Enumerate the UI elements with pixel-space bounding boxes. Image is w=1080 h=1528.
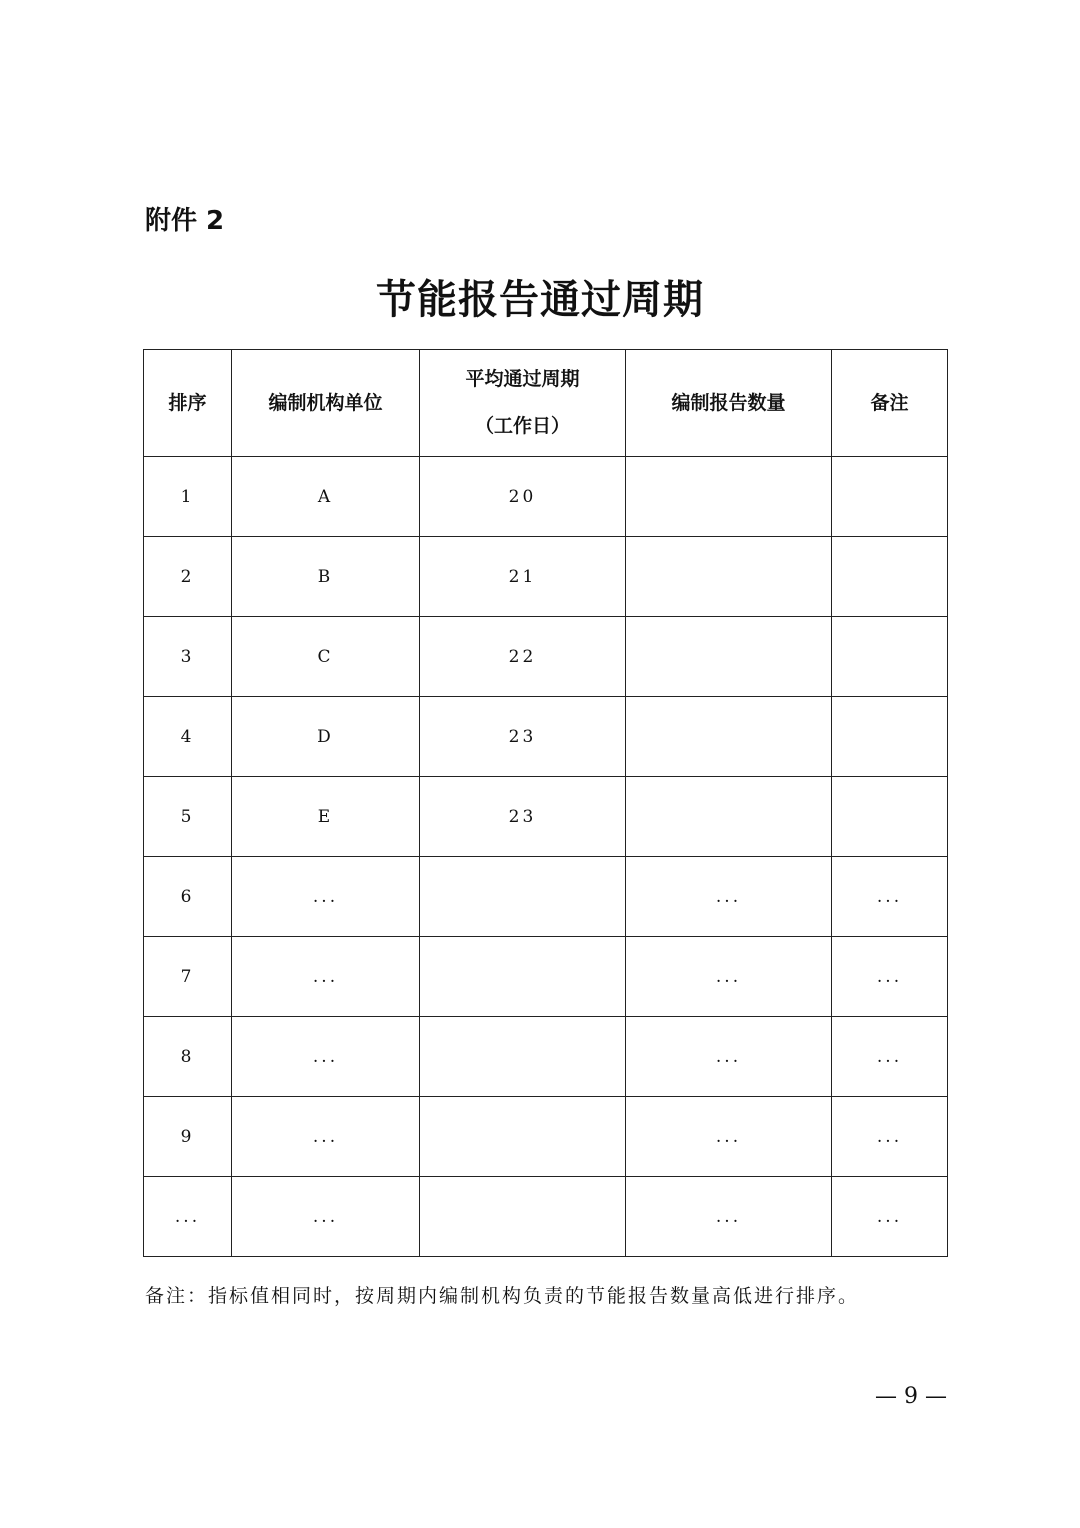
cell-rank: 8: [144, 1017, 232, 1097]
cell-avg-cycle: 22: [420, 617, 626, 697]
cell-avg-cycle: 23: [420, 697, 626, 777]
cell-remarks: [832, 537, 948, 617]
table-row: [144, 777, 948, 857]
attachment-label: 附件 2: [145, 206, 225, 236]
table-row: [144, 617, 948, 697]
cell-avg-cycle: 21: [420, 537, 626, 617]
cell-report-count: [626, 617, 832, 697]
cell-remarks: [832, 457, 948, 537]
header-report-count: 编制报告数量: [626, 350, 832, 457]
cell-rank: 6: [144, 857, 232, 937]
cell-org-unit: B: [232, 537, 420, 617]
cell-rank: 1: [144, 457, 232, 537]
report-cycle-table: [143, 349, 948, 1257]
cell-org-unit: E: [232, 777, 420, 857]
cell-avg-cycle: [420, 1017, 626, 1097]
cell-avg-cycle: [420, 937, 626, 1017]
cell-org-unit: ...: [232, 1177, 420, 1257]
cell-org-unit: A: [232, 457, 420, 537]
cell-report-count: [626, 777, 832, 857]
table-row: [144, 1177, 948, 1257]
cell-remarks: ...: [832, 1097, 948, 1177]
table-footnote: 备注：指标值相同时，按周期内编制机构负责的节能报告数量高低进行排序。: [145, 1285, 860, 1307]
header-avg-cycle: 平均通过周期 （工作日）: [420, 350, 626, 457]
cell-rank: 3: [144, 617, 232, 697]
cell-rank: 9: [144, 1097, 232, 1177]
table-row: [144, 857, 948, 937]
cell-avg-cycle: [420, 1177, 626, 1257]
cell-rank: 7: [144, 937, 232, 1017]
cell-report-count: ...: [626, 1177, 832, 1257]
cell-report-count: ...: [626, 857, 832, 937]
cell-org-unit: ...: [232, 1097, 420, 1177]
cell-rank: 4: [144, 697, 232, 777]
table-row: [144, 1097, 948, 1177]
header-remarks: 备注: [832, 350, 948, 457]
cell-report-count: [626, 537, 832, 617]
page-number: — 9 —: [875, 1384, 947, 1409]
cell-report-count: [626, 697, 832, 777]
header-org-unit: 编制机构单位: [232, 350, 420, 457]
cell-org-unit: ...: [232, 1017, 420, 1097]
cell-report-count: ...: [626, 1017, 832, 1097]
cell-org-unit: ...: [232, 937, 420, 1017]
cell-avg-cycle: [420, 1097, 626, 1177]
cell-org-unit: ...: [232, 857, 420, 937]
cell-report-count: [626, 457, 832, 537]
table-row: [144, 457, 948, 537]
cell-rank: ...: [144, 1177, 232, 1257]
cell-avg-cycle: 23: [420, 777, 626, 857]
cell-org-unit: C: [232, 617, 420, 697]
cell-rank: 2: [144, 537, 232, 617]
table-row: [144, 937, 948, 1017]
cell-remarks: [832, 697, 948, 777]
cell-org-unit: D: [232, 697, 420, 777]
cell-avg-cycle: 20: [420, 457, 626, 537]
header-rank: 排序: [144, 350, 232, 457]
table-row: [144, 697, 948, 777]
cell-report-count: ...: [626, 937, 832, 1017]
document-title: 节能报告通过周期: [376, 277, 704, 323]
cell-report-count: ...: [626, 1097, 832, 1177]
header-avg-cycle-unit: （工作日）: [474, 415, 570, 437]
cell-remarks: [832, 777, 948, 857]
cell-remarks: ...: [832, 1177, 948, 1257]
cell-remarks: [832, 617, 948, 697]
table-header-row: [144, 350, 948, 457]
cell-avg-cycle: [420, 857, 626, 937]
table-row: [144, 537, 948, 617]
cell-remarks: ...: [832, 857, 948, 937]
cell-remarks: ...: [832, 937, 948, 1017]
cell-remarks: ...: [832, 1017, 948, 1097]
table-row: [144, 1017, 948, 1097]
cell-rank: 5: [144, 777, 232, 857]
